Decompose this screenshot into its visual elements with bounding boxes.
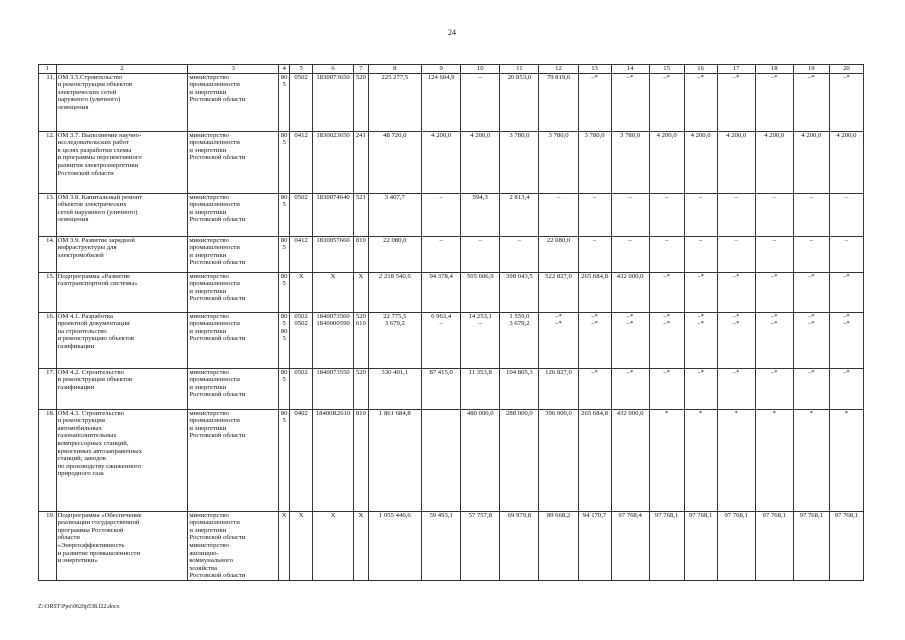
table-cell: 432 000,0: [611, 409, 649, 511]
table-cell: 0502: [290, 368, 313, 409]
table-cell: 6 963,4 –: [422, 312, 461, 368]
table-cell: 265 684,8: [578, 409, 611, 511]
table-cell: 16.: [39, 312, 57, 368]
table-cell: –* –*: [649, 312, 684, 368]
table-cell: –: [717, 193, 755, 236]
table-cell: ОМ 3.7. Выполнение научно- исследовательских работ в целях разработки схемы и программы перспективного развития электроэнергетики Ростовской области: [56, 131, 188, 193]
table-cell: –: [717, 236, 755, 272]
table-cell: 97 768,1: [684, 511, 717, 580]
column-number-12: 12: [539, 65, 578, 74]
table-cell: 22 080,0: [539, 236, 578, 272]
table-cell: 11.: [39, 73, 57, 131]
table-cell: –: [539, 193, 578, 236]
table-cell: 11 353,8: [461, 368, 500, 409]
table-cell: 97 768,1: [829, 511, 863, 580]
table-cell: 0412: [290, 131, 313, 193]
table-cell: Х: [312, 511, 353, 580]
table-cell: 1830074640: [312, 193, 353, 236]
table-cell: 79 819,6: [539, 73, 578, 131]
table-cell: –* –*: [611, 312, 649, 368]
table-cell: 3 780,0: [578, 131, 611, 193]
table-cell: 94 170,7: [578, 511, 611, 580]
table-cell: –* –*: [755, 312, 793, 368]
table-cell: –*: [684, 368, 717, 409]
table-cell: –*: [717, 368, 755, 409]
table-cell: 241: [354, 131, 368, 193]
table-cell: 59 493,1: [422, 511, 461, 580]
table-cell: 15.: [39, 272, 57, 312]
column-number-11: 11: [500, 65, 539, 74]
table-cell: 13.: [39, 193, 57, 236]
table-cell: –: [755, 236, 793, 272]
table-body: [39, 73, 864, 580]
table-cell: 805: [278, 236, 289, 272]
table-cell: 805: [278, 272, 289, 312]
table-cell: министерство промышленности и энергетики Ростовской области министерство жилищно- коммунального хозяйства Ростовской области: [188, 511, 279, 580]
table-cell: 805: [278, 409, 289, 511]
table-cell: 48 720,0: [368, 131, 422, 193]
table-cell: 1840073550: [312, 368, 353, 409]
table-cell: 1840073560 1840000590: [312, 312, 353, 368]
column-number-header: [39, 65, 864, 74]
table-cell: 432 000,0: [611, 272, 649, 312]
table-cell: –: [793, 193, 829, 236]
table-cell: –*: [684, 73, 717, 131]
table-cell: 12.: [39, 131, 57, 193]
column-number-7: 7: [354, 65, 368, 74]
table-cell: –*: [717, 73, 755, 131]
table-cell: 89 668,2: [539, 511, 578, 580]
column-number-8: 8: [368, 65, 422, 74]
table-cell: –* –*: [684, 312, 717, 368]
table-cell: –* –*: [793, 312, 829, 368]
table-cell: 330 401,1: [368, 368, 422, 409]
table-row: [39, 131, 864, 193]
table-cell: ОМ 3.5.Строительство и реконструкция объектов электрических сетей наружного (уличного) освещения: [56, 73, 188, 131]
table-cell: *: [717, 409, 755, 511]
table-cell: 97 768,1: [717, 511, 755, 580]
table-cell: 4 200,0: [649, 131, 684, 193]
table-cell: 17.: [39, 368, 57, 409]
table-cell: 4 200,0: [717, 131, 755, 193]
budget-table: [38, 64, 864, 581]
table-cell: 225 277,5: [368, 73, 422, 131]
table-cell: 97 768,1: [793, 511, 829, 580]
column-number-10: 10: [461, 65, 500, 74]
table-cell: –*: [755, 73, 793, 131]
table-cell: 1830057660: [312, 236, 353, 272]
table-cell: Подпрограмма «Обеспечение реализации государственной программы Ростовской области «Энергоэффективность и развитие промышленности и энергетики»: [56, 511, 188, 580]
table-cell: ОМ 3.8. Капитальный ремонт объектов электрических сетей наружного (уличного) освещения: [56, 193, 188, 236]
table-cell: 0502 0502: [290, 312, 313, 368]
table-cell: Х: [312, 272, 353, 312]
column-number-19: 19: [793, 65, 829, 74]
table-cell: –*: [793, 73, 829, 131]
table-cell: 0412: [290, 236, 313, 272]
table-cell: –*: [578, 368, 611, 409]
table-cell: *: [793, 409, 829, 511]
column-number-2: 2: [56, 65, 188, 74]
table-cell: 18.: [39, 409, 57, 511]
table-cell: –: [461, 236, 500, 272]
table-cell: *: [649, 409, 684, 511]
table-cell: ОМ 3.9. Развитие зарядной инфраструктуры для электромобилей: [56, 236, 188, 272]
table-cell: –*: [649, 272, 684, 312]
table-cell: 810: [354, 409, 368, 511]
table-cell: –* –*: [539, 312, 578, 368]
table-cell: 4 200,0: [461, 131, 500, 193]
table-cell: –*: [717, 272, 755, 312]
column-number-16: 16: [684, 65, 717, 74]
table-cell: –: [422, 236, 461, 272]
table-cell: 18400R2610: [312, 409, 353, 511]
table-cell: –: [611, 236, 649, 272]
column-number-14: 14: [611, 65, 649, 74]
table-cell: –*: [829, 272, 863, 312]
table-cell: –: [684, 236, 717, 272]
table-cell: –: [649, 193, 684, 236]
table-cell: –: [461, 73, 500, 131]
table-cell: *: [755, 409, 793, 511]
table-cell: –*: [755, 368, 793, 409]
table-cell: –: [578, 193, 611, 236]
table-cell: –*: [649, 368, 684, 409]
table-cell: 805: [278, 131, 289, 193]
table-cell: –*: [578, 73, 611, 131]
table-cell: 0502: [290, 193, 313, 236]
table-cell: Подпрограмма «Развитие газотранспортной системы»: [56, 272, 188, 312]
table-cell: 1 559,0 3 679,2: [500, 312, 539, 368]
table-cell: 104 805,3: [500, 368, 539, 409]
table-cell: 22 080,0: [368, 236, 422, 272]
column-number-18: 18: [755, 65, 793, 74]
table-cell: [422, 409, 461, 511]
table-cell: 520: [354, 73, 368, 131]
table-cell: 3 780,0: [539, 131, 578, 193]
table-cell: –: [500, 236, 539, 272]
table-cell: 805 805: [278, 312, 289, 368]
table-cell: 14.: [39, 236, 57, 272]
table-cell: *: [829, 409, 863, 511]
table-cell: 480 000,0: [461, 409, 500, 511]
table-cell: 1830023650: [312, 131, 353, 193]
table-row: [39, 368, 864, 409]
table-cell: министерство промышленности и энергетики Ростовской области: [188, 131, 279, 193]
table-cell: –: [829, 236, 863, 272]
table-row: [39, 312, 864, 368]
table-cell: 288 000,0: [500, 409, 539, 511]
table-cell: 97 768,1: [649, 511, 684, 580]
column-number-13: 13: [578, 65, 611, 74]
column-number-4: 4: [278, 65, 289, 74]
table-cell: 521: [354, 193, 368, 236]
table-cell: 124 604,9: [422, 73, 461, 131]
table-cell: 522 827,0: [539, 272, 578, 312]
table-cell: 805: [278, 193, 289, 236]
table-cell: –*: [684, 272, 717, 312]
column-number-20: 20: [829, 65, 863, 74]
table-cell: 126 827,0: [539, 368, 578, 409]
table-cell: 0502: [290, 73, 313, 131]
table-cell: министерство промышленности и энергетики Ростовской области: [188, 368, 279, 409]
table-row: [39, 409, 864, 511]
column-number-1: 1: [39, 65, 57, 74]
table-cell: 1 055 446,6: [368, 511, 422, 580]
table-cell: 4 200,0: [755, 131, 793, 193]
table-cell: –*: [829, 73, 863, 131]
table-row: [39, 272, 864, 312]
column-number-5: 5: [290, 65, 313, 74]
table-cell: министерство промышленности и энергетики Ростовской области: [188, 236, 279, 272]
table-cell: 398 043,5: [500, 272, 539, 312]
table-cell: 4 200,0: [793, 131, 829, 193]
table-cell: Х: [290, 272, 313, 312]
header-row: [39, 65, 864, 74]
table-cell: Х: [354, 511, 368, 580]
table-cell: 0402: [290, 409, 313, 511]
table-cell: –: [649, 236, 684, 272]
table-cell: 265 684,8: [578, 272, 611, 312]
table-cell: –: [829, 193, 863, 236]
table-cell: –: [422, 193, 461, 236]
table-row: [39, 73, 864, 131]
table-cell: 22 775,5 3 679,2: [368, 312, 422, 368]
table-cell: 805: [278, 368, 289, 409]
table-cell: министерство промышленности и энергетики Ростовской области: [188, 73, 279, 131]
table-cell: 396 000,0: [539, 409, 578, 511]
table-cell: 520 610: [354, 312, 368, 368]
column-number-17: 17: [717, 65, 755, 74]
table-cell: 594,3: [461, 193, 500, 236]
column-number-9: 9: [422, 65, 461, 74]
table-cell: –: [793, 236, 829, 272]
table-row: [39, 511, 864, 580]
table-cell: –*: [829, 368, 863, 409]
table-cell: 4 200,0: [829, 131, 863, 193]
table-cell: 805: [278, 73, 289, 131]
table-cell: Х: [354, 272, 368, 312]
table-cell: 97 768,4: [611, 511, 649, 580]
table-cell: ОМ 4.1. Разработка проектной документации на строительство и реконструкцию объектов газификации: [56, 312, 188, 368]
table-cell: 505 606,9: [461, 272, 500, 312]
table-cell: министерство промышленности и энергетики Ростовской области: [188, 409, 279, 511]
table-cell: 4 200,0: [422, 131, 461, 193]
table-cell: –* –*: [717, 312, 755, 368]
column-number-15: 15: [649, 65, 684, 74]
table-cell: *: [684, 409, 717, 511]
table-cell: 1830073650: [312, 73, 353, 131]
table-cell: министерство промышленности и энергетики Ростовской области: [188, 272, 279, 312]
table-row: [39, 236, 864, 272]
table-cell: 520: [354, 368, 368, 409]
table-cell: ОМ 4.2. Строительство и реконструкция объектов газификации: [56, 368, 188, 409]
table-row: [39, 193, 864, 236]
table-cell: 97 768,1: [755, 511, 793, 580]
table-cell: 87 415,0: [422, 368, 461, 409]
table-cell: 2 218 540,6: [368, 272, 422, 312]
table-cell: министерство промышленности и энергетики Ростовской области: [188, 193, 279, 236]
table-cell: –: [611, 193, 649, 236]
table-cell: 94 378,4: [422, 272, 461, 312]
table-cell: –*: [611, 73, 649, 131]
table-cell: –*: [793, 272, 829, 312]
table-cell: 3 780,0: [500, 131, 539, 193]
table-cell: –: [755, 193, 793, 236]
table-cell: 810: [354, 236, 368, 272]
column-number-6: 6: [312, 65, 353, 74]
table-cell: министерство промышленности и энергетики Ростовской области: [188, 312, 279, 368]
table-cell: 20 853,0: [500, 73, 539, 131]
table-cell: Х: [290, 511, 313, 580]
table-cell: 4 200,0: [684, 131, 717, 193]
table-cell: 69 979,8: [500, 511, 539, 580]
page-number: 24: [448, 28, 456, 37]
table-cell: –*: [649, 73, 684, 131]
table-cell: 57 757,8: [461, 511, 500, 580]
table-cell: –*: [755, 272, 793, 312]
table-cell: 3 780,0: [611, 131, 649, 193]
table-cell: –* –*: [578, 312, 611, 368]
table-cell: –*: [793, 368, 829, 409]
column-number-3: 3: [188, 65, 279, 74]
footer-file-path: Z:\ORST\Ppo\0620p538.f22.docx: [38, 604, 120, 610]
table-cell: ОМ 4.3. Строительство и реконструкция автомобильных газонаполнительных компрессорных станций, криогенных автозаправочных станций, заводов по производству сжиженного природного газа: [56, 409, 188, 511]
table-cell: Х: [278, 511, 289, 580]
table-cell: 1 861 684,8: [368, 409, 422, 511]
table-cell: 3 407,7: [368, 193, 422, 236]
table-cell: 19.: [39, 511, 57, 580]
table-cell: –: [684, 193, 717, 236]
table-cell: 2 813,4: [500, 193, 539, 236]
table-cell: –: [578, 236, 611, 272]
table-cell: –* –*: [829, 312, 863, 368]
table-cell: –*: [611, 368, 649, 409]
table-cell: 14 253,1 –: [461, 312, 500, 368]
